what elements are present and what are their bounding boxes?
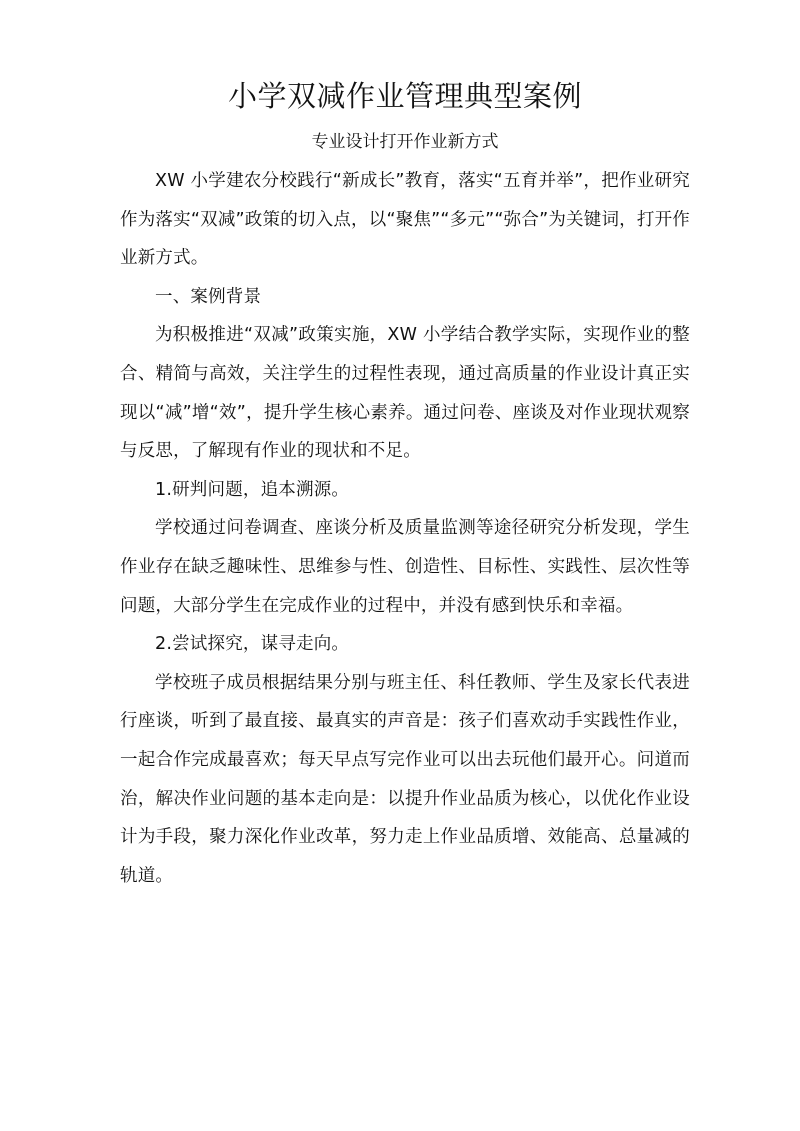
intro-paragraph: XW 小学建农分校践行“新成长”教育，落实“五育并举”，把作业研究作为落实“双减”政策的切入点，以“聚焦”“多元”“弥合”为关键词，打开作业新方式。	[120, 171, 690, 269]
subheading-explore-direction: 2.尝试探究，谋寻走向。	[155, 634, 350, 655]
subheading-research-problem: 1.研判问题，追本溯源。	[155, 479, 350, 500]
research-problem-paragraph: 学校通过问卷调查、座谈分析及质量监测等途径研究分析发现，学生作业存在缺乏趣味性、思维参与性、创造性、目标性、实践性、层次性等问题，大部分学生在完成作业的过程中，并没有感到快乐和幸福。	[120, 518, 690, 616]
background-paragraph: 为积极推进“双减”政策实施，XW 小学结合教学实际，实现作业的整合、精简与高效，关注学生的过程性表现，通过高质量的作业设计真正实现以“减”增“效”，提升学生核心素养。通过问卷、座谈及对作业现状观察与反思，了解现有作业的现状和不足。	[120, 325, 690, 462]
document-title: 小学双减作业管理典型案例	[227, 79, 582, 113]
document-page	[120, 74, 690, 895]
section-heading-background: 一、案例背景	[155, 286, 262, 307]
explore-direction-paragraph: 学校班子成员根据结果分别与班主任、科任教师、学生及家长代表进行座谈，听到了最直接、最真实的声音是：孩子们喜欢动手实践性作业，一起合作完成最喜欢；每天早点写完作业可以出去玩他们最开心。问道而治，解决作业问题的基本走向是：以提升作业品质为核心，以优化作业设计为手段，聚力深化作业改革，努力走上作业品质增、效能高、总量减的轨道。	[120, 672, 690, 886]
document-subtitle: 专业设计打开作业新方式	[311, 132, 499, 152]
